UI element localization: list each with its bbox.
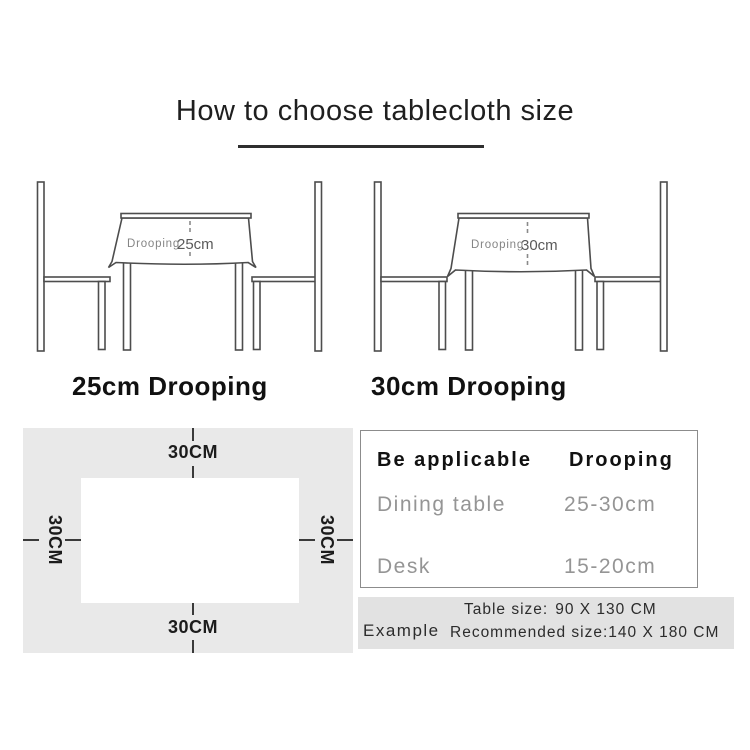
example-box	[358, 597, 734, 649]
dimension-tick	[23, 539, 39, 541]
spec-row-desk-name: Desk	[377, 555, 431, 578]
spec-row-desk-value: 15-20cm	[564, 555, 657, 578]
example-label: Example	[363, 621, 440, 640]
dimension-tick	[65, 539, 81, 541]
example-table-size-value: 90 X 130 CM	[555, 601, 657, 618]
spec-header-applicable: Be applicable	[377, 449, 532, 471]
size-diagram	[23, 428, 353, 653]
dimension-tick	[192, 603, 194, 615]
dimension-tick	[192, 640, 194, 653]
dimension-label-bottom: 30CM	[167, 617, 218, 637]
spec-header-drooping: Drooping	[569, 449, 674, 471]
spec-table	[360, 430, 698, 588]
spec-row-dining-table-value: 25-30cm	[564, 493, 657, 516]
chair-right-icon	[252, 182, 322, 351]
caption-30cm-drooping: 30cm Drooping	[371, 371, 567, 401]
dimension-label-right: 30CM	[317, 514, 337, 566]
chair-right-icon	[595, 182, 667, 351]
chair-left-icon	[38, 182, 111, 351]
tabletop-icon	[121, 214, 251, 219]
dimension-label-top: 30CM	[167, 442, 218, 462]
table-legs-icon	[466, 268, 583, 350]
page-title: How to choose tablecloth size	[175, 95, 575, 127]
example-recommended-size-line	[450, 624, 719, 642]
example-table-size-name: Table size:	[464, 601, 549, 618]
spec-row-dining-table-name: Dining table	[377, 493, 506, 516]
tablecloth-illustration-25cm	[30, 178, 330, 358]
dimension-tick	[192, 428, 194, 441]
chair-left-icon	[375, 182, 448, 351]
dimension-label-left: 30CM	[45, 514, 65, 566]
caption-25cm-drooping: 25cm Drooping	[72, 371, 268, 401]
dimension-tick	[299, 539, 315, 541]
tabletop-icon	[458, 214, 589, 219]
drooping-word: Drooping	[471, 239, 525, 251]
dimension-tick	[192, 466, 194, 478]
tablecloth-illustration-30cm	[368, 178, 673, 358]
example-recommended-size-name: Recommended size:	[450, 624, 609, 641]
table-legs-icon	[124, 262, 243, 350]
drooping-value: 30cm	[521, 237, 558, 254]
table-top-rect	[81, 478, 299, 603]
drooping-value: 25cm	[177, 236, 214, 253]
example-recommended-size-value: 140 X 180 CM	[608, 624, 720, 641]
dimension-tick	[337, 539, 353, 541]
drooping-word: Drooping	[127, 238, 181, 250]
example-table-size-line	[464, 601, 657, 619]
title-underline	[238, 145, 484, 148]
